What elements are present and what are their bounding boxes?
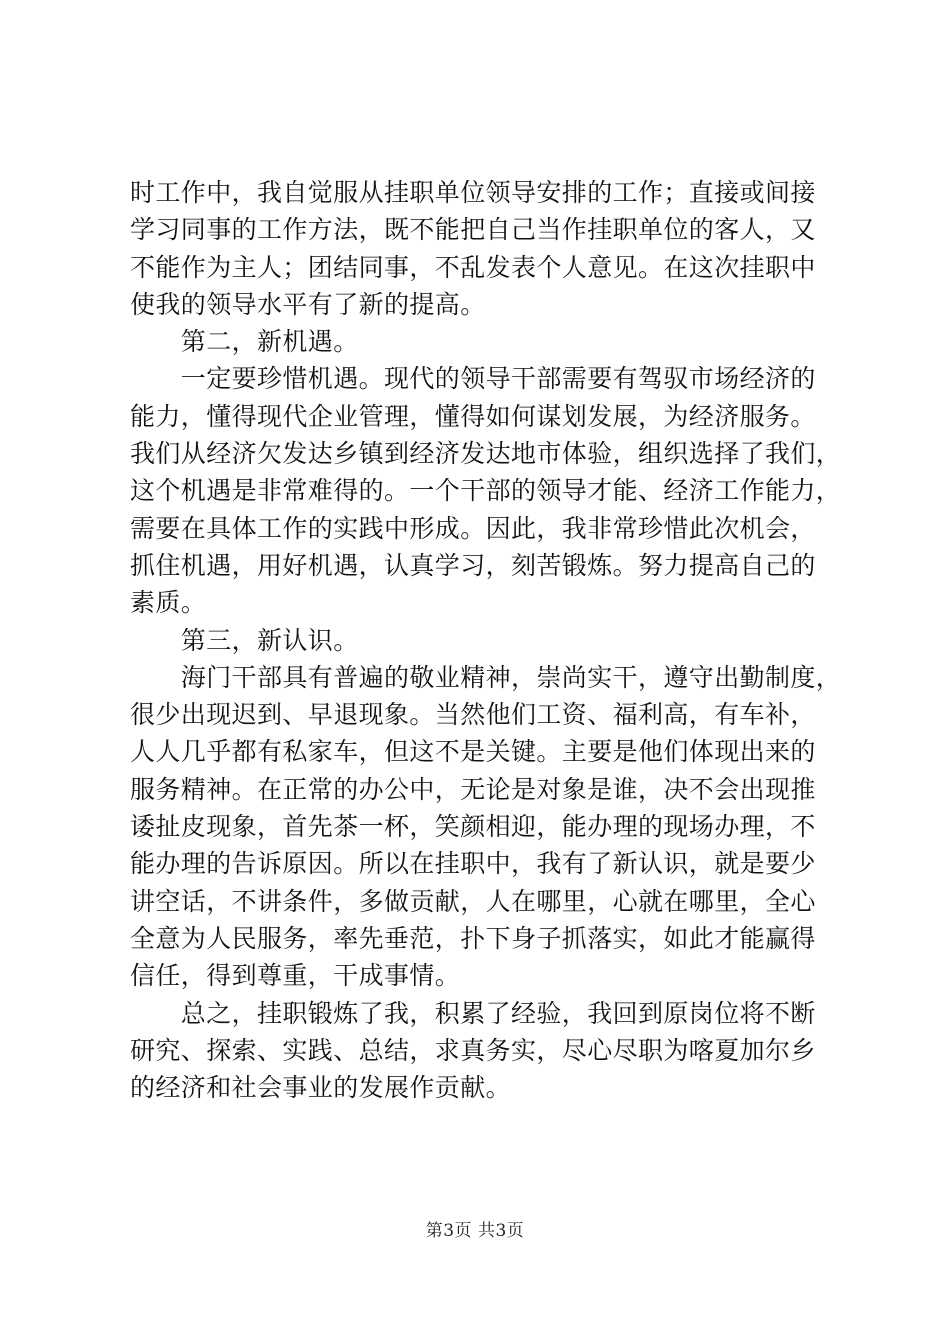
text-line: 人人几乎都有私家车，但这不是关键。主要是他们体现出来的 [130,737,816,767]
text-line: 能力，懂得现代企业管理，懂得如何谋划发展，为经济服务。 [130,401,816,431]
text-line: 海门干部具有普遍的敬业精神，崇尚实干，遵守出勤制度， [130,662,842,692]
text-line: 素质。 [130,588,207,618]
text-line: 需要在具体工作的实践中形成。因此，我非常珍惜此次机会， [130,513,816,543]
text-line: 我们从经济欠发达乡镇到经济发达地市体验，组织选择了我们， [130,439,842,469]
text-line: 信任，得到尊重，干成事情。 [130,961,461,991]
text-line: 服务精神。在正常的办公中，无论是对象是谁，决不会出现推 [130,774,816,804]
text-line: 总之，挂职锻炼了我，积累了经验，我回到原岗位将不断 [130,998,816,1028]
text-line: 不能作为主人；团结同事，不乱发表个人意见。在这次挂职中 [130,252,816,282]
section-heading: 第三，新认识。 [130,625,359,655]
section-heading: 第二，新机遇。 [130,327,359,357]
text-line: 很少出现迟到、早退现象。当然他们工资、福利高，有车补， [130,700,816,730]
text-line: 的经济和社会事业的发展作贡献。 [130,1073,512,1103]
text-line: 能办理的告诉原因。所以在挂职中，我有了新认识，就是要少 [130,849,816,879]
text-line: 使我的领导水平有了新的提高。 [130,289,486,319]
text-line: 这个机遇是非常难得的。一个干部的领导才能、经济工作能力， [130,476,842,506]
text-line: 学习同事的工作方法，既不能把自己当作挂职单位的客人，又 [130,215,816,245]
text-line: 研究、探索、实践、总结，求真务实，尽心尽职为喀夏加尔乡 [130,1035,816,1065]
text-line: 一定要珍惜机遇。现代的领导干部需要有驾驭市场经济的 [130,364,816,394]
text-line: 诿扯皮现象，首先茶一杯，笑颜相迎，能办理的现场办理，不 [130,812,816,842]
text-line: 讲空话，不讲条件，多做贡献，人在哪里，心就在哪里，全心 [130,886,816,916]
page-number-footer: 第3页 共3页 [425,1221,525,1241]
text-line: 抓住机遇，用好机遇，认真学习，刻苦锻炼。努力提高自己的 [130,550,816,580]
text-line: 全意为人民服务，率先垂范，扑下身子抓落实，如此才能赢得 [130,923,816,953]
text-line: 时工作中，我自觉服从挂职单位领导安排的工作；直接或间接 [130,178,816,207]
document-body [130,174,842,1106]
